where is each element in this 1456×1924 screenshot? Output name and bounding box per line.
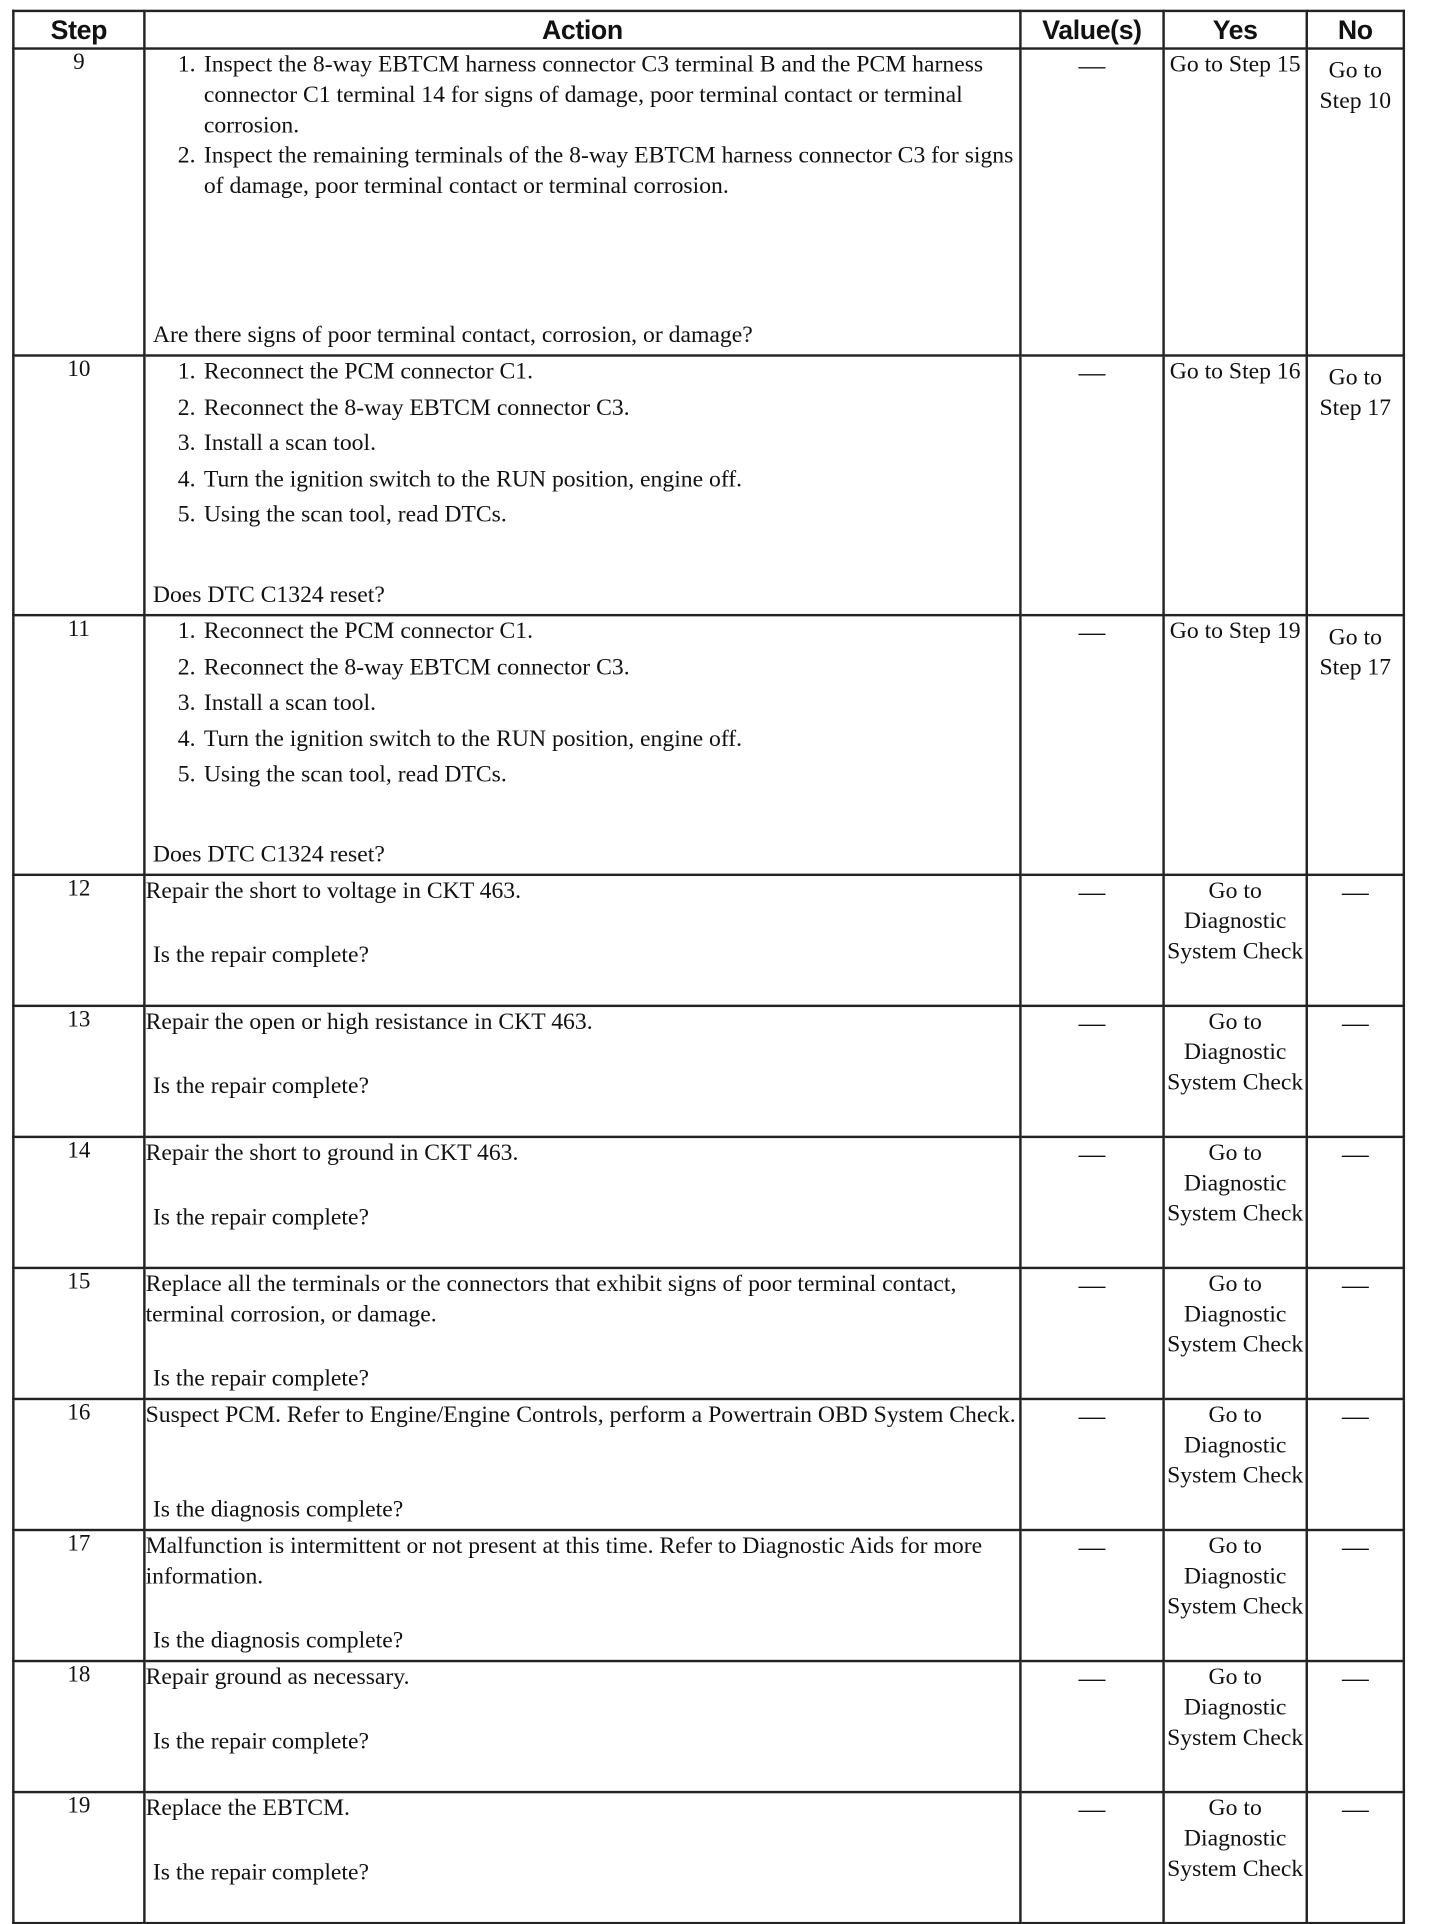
- header-no: No: [1307, 11, 1404, 49]
- table-row: [13, 1661, 1403, 1792]
- instruction-item: 2. Inspect the remaining terminals of the 8-way EBTCM harness connector C3 for signs of damage, poor terminal contact or terminal corrosion.: [201, 141, 1019, 202]
- action-cell: [144, 1399, 1020, 1530]
- table-row: [13, 1137, 1403, 1268]
- action-cell: [144, 356, 1020, 616]
- action-cell: [144, 615, 1020, 875]
- header-step: Step: [13, 11, 144, 49]
- action-cell: [144, 1530, 1020, 1661]
- value-cell: —: [1020, 1399, 1163, 1530]
- question-text: Is the repair complete?: [152, 1204, 370, 1231]
- header-yes: Yes: [1164, 11, 1307, 49]
- yes-cell: Go to Diagnostic System Check: [1164, 1530, 1307, 1661]
- action-cell: [144, 49, 1020, 356]
- value-cell: —: [1020, 1661, 1163, 1792]
- value-cell: —: [1020, 875, 1163, 1006]
- step-number: 14: [13, 1137, 144, 1268]
- question-text: Is the repair complete?: [152, 1860, 370, 1886]
- action-cell: [144, 1661, 1020, 1792]
- instruction-item: 2. Reconnect the 8-way EBTCM connector C3.: [201, 393, 1019, 423]
- instruction-list: [146, 616, 1020, 790]
- no-cell: —: [1307, 1137, 1404, 1268]
- instruction-item: 1. Reconnect the PCM connector C1.: [201, 616, 1019, 646]
- value-cell: —: [1020, 49, 1163, 356]
- header-action: Action: [144, 11, 1020, 49]
- instruction-item: 2. Reconnect the 8-way EBTCM connector C3.: [201, 652, 1019, 682]
- value-cell: —: [1020, 1006, 1163, 1137]
- no-cell: —: [1307, 1661, 1404, 1792]
- question-text: Is the diagnosis complete?: [152, 1497, 404, 1523]
- question-text: Does DTC C1324 reset?: [152, 842, 385, 868]
- instruction-list: [146, 50, 1020, 202]
- instruction-text: Replace all the terminals or the connectors that exhibit signs of poor terminal contact, terminal corrosion, or damage.: [145, 1271, 957, 1328]
- step-number: 9: [13, 49, 144, 356]
- instruction-text: Replace the EBTCM.: [145, 1795, 350, 1822]
- table-row: [13, 49, 1403, 356]
- no-cell: Go to Step 17: [1307, 615, 1404, 875]
- value-cell: —: [1020, 1268, 1163, 1399]
- instruction-item: 5. Using the scan tool, read DTCs.: [201, 500, 1019, 530]
- instruction-text: Repair the short to ground in CKT 463.: [145, 1140, 519, 1167]
- action-cell: [144, 1006, 1020, 1137]
- question-text: Are there signs of poor terminal contact, corrosion, or damage?: [152, 322, 753, 349]
- yes-cell: Go to Diagnostic System Check: [1164, 1268, 1307, 1399]
- step-number: 13: [13, 1006, 144, 1137]
- yes-cell: Go to Diagnostic System Check: [1164, 1792, 1307, 1923]
- question-text: Is the repair complete?: [152, 1073, 370, 1100]
- table-row: [13, 615, 1403, 875]
- no-cell: Go to Step 17: [1307, 356, 1404, 616]
- step-number: 16: [13, 1399, 144, 1530]
- value-cell: —: [1020, 356, 1163, 616]
- step-number: 12: [13, 875, 144, 1006]
- table-header-row: [13, 11, 1403, 49]
- table-row: [13, 1792, 1403, 1923]
- step-number: 10: [13, 356, 144, 616]
- step-number: 17: [13, 1530, 144, 1661]
- instruction-text: Suspect PCM. Refer to Engine/Engine Controls, perform a Powertrain OBD System Check.: [145, 1402, 1016, 1429]
- value-cell: —: [1020, 1530, 1163, 1661]
- instruction-text: Repair the short to voltage in CKT 463.: [145, 878, 522, 904]
- yes-cell: Go to Step 19: [1164, 615, 1307, 875]
- action-cell: [144, 1268, 1020, 1399]
- value-cell: —: [1020, 1792, 1163, 1923]
- instruction-item: 1. Reconnect the PCM connector C1.: [201, 357, 1019, 387]
- yes-cell: Go to Diagnostic System Check: [1164, 1137, 1307, 1268]
- question-text: Does DTC C1324 reset?: [152, 582, 385, 608]
- instruction-item: 1. Inspect the 8-way EBTCM harness connector C3 terminal B and the PCM harness connector C1 terminal 14 for signs of damage, poor terminal contact or terminal corrosion.: [201, 50, 1019, 141]
- diagnostic-table: [12, 10, 1405, 1924]
- table-row: [13, 1530, 1403, 1661]
- instruction-text: Malfunction is intermittent or not present at this time. Refer to Diagnostic Aids for more information.: [145, 1533, 983, 1590]
- step-number: 18: [13, 1661, 144, 1792]
- step-number: 19: [13, 1792, 144, 1923]
- yes-cell: Go to Step 15: [1164, 49, 1307, 356]
- no-cell: Go to Step 10: [1307, 49, 1404, 356]
- action-cell: [144, 1792, 1020, 1923]
- table-row: [13, 875, 1403, 1006]
- instruction-list: [146, 357, 1020, 531]
- instruction-item: 5. Using the scan tool, read DTCs.: [201, 760, 1019, 790]
- table-row: [13, 1006, 1403, 1137]
- no-cell: —: [1307, 1530, 1404, 1661]
- value-cell: —: [1020, 615, 1163, 875]
- instruction-item: 3. Install a scan tool.: [201, 428, 1019, 458]
- yes-cell: Go to Diagnostic System Check: [1164, 1006, 1307, 1137]
- action-cell: [144, 1137, 1020, 1268]
- header-values: Value(s): [1020, 11, 1163, 49]
- table-row: [13, 1399, 1403, 1530]
- yes-cell: Go to Diagnostic System Check: [1164, 1399, 1307, 1530]
- question-text: Is the repair complete?: [152, 1728, 370, 1755]
- yes-cell: Go to Diagnostic System Check: [1164, 875, 1307, 1006]
- question-text: Is the diagnosis complete?: [152, 1628, 404, 1654]
- instruction-item: 4. Turn the ignition switch to the RUN position, engine off.: [201, 724, 1019, 754]
- instruction-text: Repair the open or high resistance in CKT 463.: [145, 1009, 593, 1035]
- question-text: Is the repair complete?: [152, 942, 370, 969]
- question-text: Is the repair complete?: [152, 1366, 370, 1392]
- table-row: [13, 356, 1403, 616]
- instruction-text: Repair ground as necessary.: [145, 1664, 410, 1691]
- yes-cell: Go to Diagnostic System Check: [1164, 1661, 1307, 1792]
- instruction-item: 4. Turn the ignition switch to the RUN position, engine off.: [201, 464, 1019, 494]
- no-cell: —: [1307, 1006, 1404, 1137]
- no-cell: —: [1307, 1399, 1404, 1530]
- instruction-item: 3. Install a scan tool.: [201, 688, 1019, 718]
- yes-cell: Go to Step 16: [1164, 356, 1307, 616]
- no-cell: —: [1307, 1792, 1404, 1923]
- no-cell: —: [1307, 875, 1404, 1006]
- step-number: 15: [13, 1268, 144, 1399]
- value-cell: —: [1020, 1137, 1163, 1268]
- no-cell: —: [1307, 1268, 1404, 1399]
- table-row: [13, 1268, 1403, 1399]
- step-number: 11: [13, 615, 144, 875]
- action-cell: [144, 875, 1020, 1006]
